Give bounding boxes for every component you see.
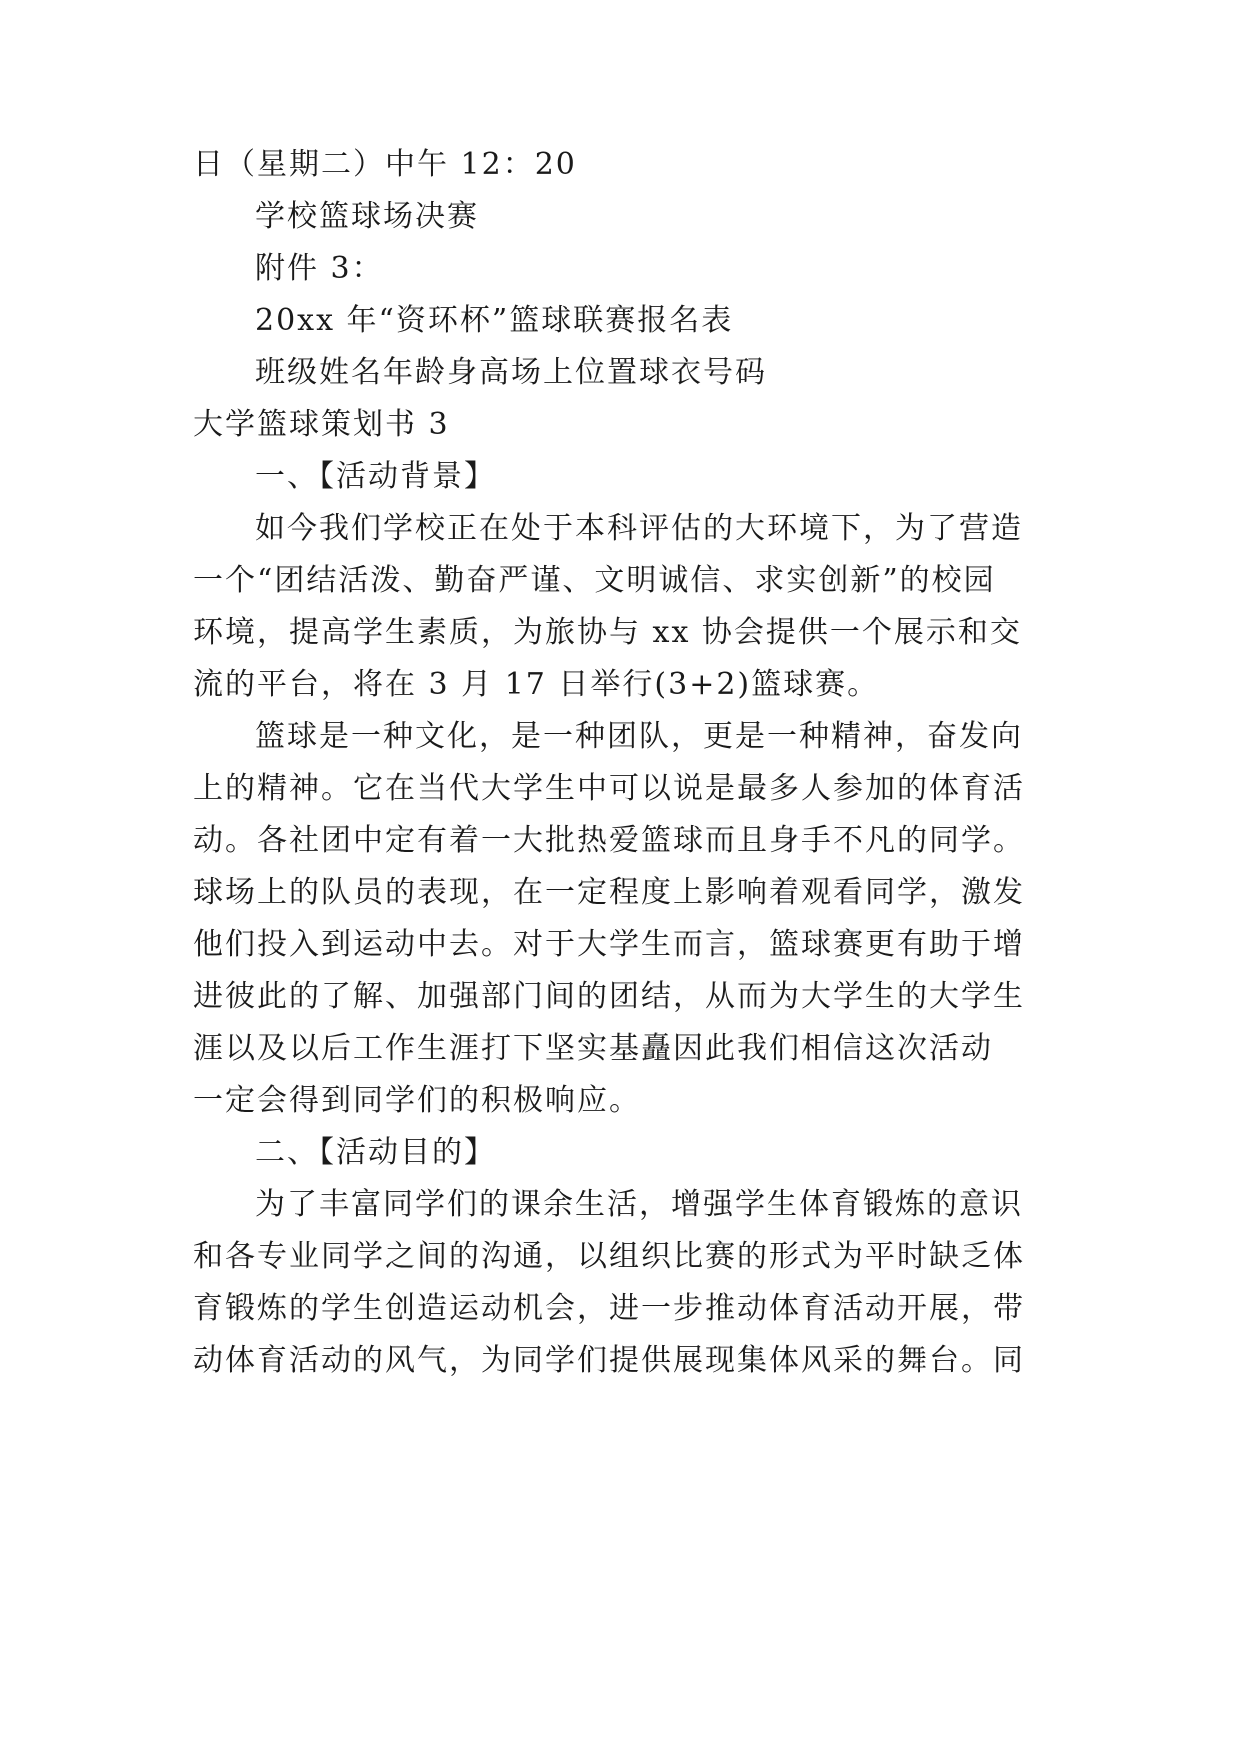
paragraph-line: 如今我们学校正在处于本科评估的大环境下，为了营造 (255, 511, 1023, 546)
paragraph-line: 和各专业同学之间的沟通，以组织比赛的形式为平时缺乏体 (193, 1239, 1025, 1274)
paragraph-line: 进彼此的了解、加强部门间的团结，从而为大学生的大学生 (193, 979, 1025, 1014)
paragraph-line: 他们投入到运动中去。对于大学生而言，篮球赛更有助于增 (193, 927, 1025, 962)
text-line: 日（星期二）中午 12：20 (193, 147, 577, 182)
paragraph-line: 一定会得到同学们的积极响应。 (193, 1083, 641, 1118)
paragraph-line: 环境，提高学生素质，为旅协与 xx 协会提供一个展示和交 (193, 615, 1022, 650)
paragraph-line: 流的平台，将在 3 月 17 日举行(3+2)篮球赛。 (193, 667, 880, 702)
paragraph-line: 上的精神。它在当代大学生中可以说是最多人参加的体育活 (193, 771, 1025, 806)
paragraph-line: 动体育活动的风气，为同学们提供展现集体风采的舞台。同 (193, 1343, 1025, 1378)
paragraph-line: 球场上的队员的表现，在一定程度上影响着观看同学，激发 (193, 875, 1025, 910)
paragraph-line: 篮球是一种文化，是一种团队，更是一种精神，奋发向 (255, 719, 1023, 754)
text-line: 20xx 年“资环杯”篮球联赛报名表 (255, 303, 734, 338)
section-heading: 二、【活动目的】 (255, 1135, 496, 1170)
text-line: 附件 3： (255, 251, 384, 286)
paragraph-line: 育锻炼的学生创造运动机会，进一步推动体育活动开展，带 (193, 1291, 1025, 1326)
text-line: 班级姓名年龄身高场上位置球衣号码 (255, 355, 767, 390)
paragraph-line: 动。各社团中定有着一大批热爱篮球而且身手不凡的同学。 (193, 823, 1025, 858)
paragraph-line: 涯以及以后工作生涯打下坚实基矗因此我们相信这次活动 (193, 1031, 993, 1066)
paragraph-line: 为了丰富同学们的课余生活，增强学生体育锻炼的意识 (255, 1187, 1023, 1222)
paragraph-line: 一个“团结活泼、勤奋严谨、文明诚信、求实创新”的校园 (193, 563, 996, 598)
section-title: 大学篮球策划书 3 (193, 407, 450, 442)
section-heading: 一、【活动背景】 (255, 459, 496, 494)
text-line: 学校篮球场决赛 (255, 199, 479, 234)
